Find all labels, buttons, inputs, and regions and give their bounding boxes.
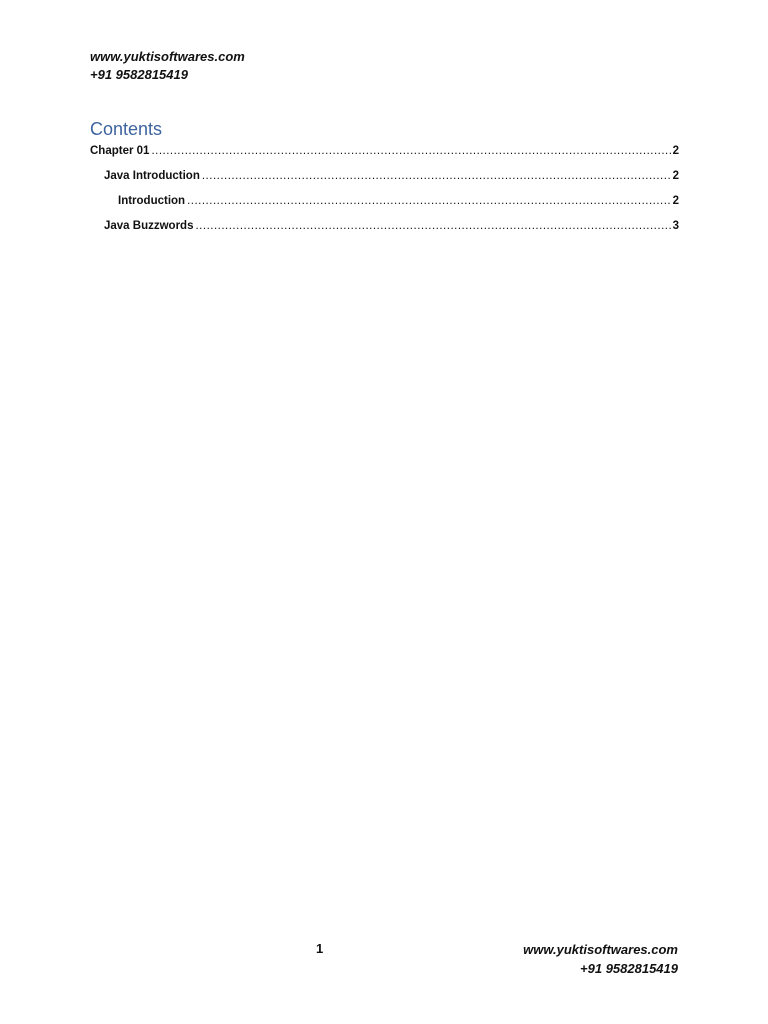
header-phone: +91 9582815419 bbox=[90, 67, 188, 82]
footer-phone: +91 9582815419 bbox=[580, 961, 678, 976]
toc-entry-label: Chapter 01 bbox=[90, 145, 150, 157]
dot-leader bbox=[151, 145, 670, 157]
toc-entry-label: Introduction bbox=[118, 195, 186, 207]
dot-leader bbox=[202, 170, 671, 182]
page-number: 1 bbox=[316, 941, 324, 956]
toc-entry-java-introduction[interactable] bbox=[90, 170, 679, 195]
footer-website: www.yuktisoftwares.com bbox=[523, 942, 678, 957]
toc-entry-label: Java Introduction bbox=[104, 170, 200, 182]
dot-leader bbox=[195, 220, 670, 232]
toc-entry-page: 2 bbox=[672, 145, 679, 157]
toc-entry-label: Java Buzzwords bbox=[104, 220, 194, 232]
toc-entry-page: 2 bbox=[672, 170, 679, 182]
page-header bbox=[90, 48, 245, 84]
header-website: www.yuktisoftwares.com bbox=[90, 49, 245, 64]
toc-entry-page: 2 bbox=[672, 195, 679, 207]
toc-entry-page: 3 bbox=[672, 220, 679, 232]
toc-entry-introduction[interactable] bbox=[90, 195, 679, 220]
toc-entry-java-buzzwords[interactable] bbox=[90, 220, 679, 245]
toc-entry-chapter-01[interactable] bbox=[90, 145, 679, 170]
toc-title: Contents bbox=[90, 119, 163, 139]
page-footer bbox=[523, 940, 678, 978]
table-of-contents bbox=[90, 145, 679, 245]
dot-leader bbox=[187, 195, 671, 207]
